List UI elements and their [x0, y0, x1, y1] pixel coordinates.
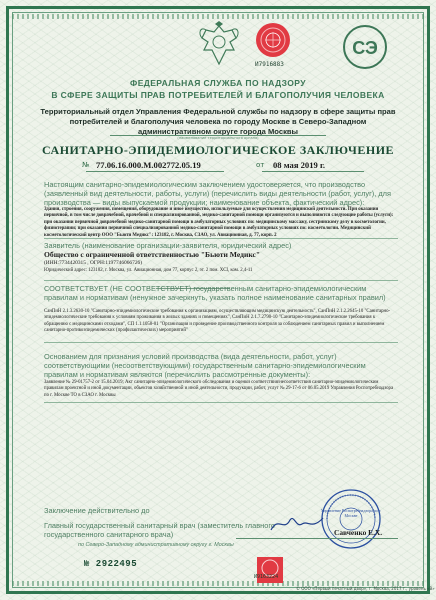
se-mark-icon [342, 24, 388, 70]
hologram-bottom-number: И9163224 [254, 574, 279, 580]
certificate-title: САНИТАРНО-ЭПИДЕМИОЛОГИЧЕСКОЕ ЗАКЛЮЧЕНИЕ [41, 143, 395, 157]
signature-rule [236, 538, 398, 539]
department-caption: (наименование территориального органа) [177, 136, 259, 140]
se-mark-label: СЭ [352, 38, 378, 58]
handwritten-signature [268, 512, 326, 536]
guilloche-border-top [12, 14, 424, 19]
date-rule [262, 171, 364, 172]
activity-value: Здания, строения, сооружения, помещения, оборудование и иное имущество, используемые для осуществления медицинской деятельности. При оказании первичной, в том числе доврачебной, врачебной и специализированной, медико-санитарной помощи организуются и выполняются следующие работы (услуги): при оказании первичной доврачебной медико-санитарной помощи в амбулаторных условиях по: медицинскому массажу, сестринскому делу в косметологии, физиотерапии; при оказании первичной специализированной медико-санитарной помощи в амбулаторных условиях по: косметологии. Медицинский косметологический центр ООО "Бьюти Медикс": 123182, г. Москва, СЗАО, ул. Авиационная, д. 77, корп. 2 [44, 207, 394, 238]
basis-value: Заявление № 29-01757-2 от 15.04.2019; Акт санитарно-эпидемиологического обследования и оценки соответствия/несоответствия санитарно-эпидемиологическим правилам проектной и иной документации, объектов хозяйственной и иной деятельности, продукции, работ, услуг № 29-17-6 от 06.05.2019 Управления Роспотребнадзора по г. Москве ТО в СЗАО г. Москвы [44, 380, 394, 398]
applicant-label: Заявитель (наименование организации-заявителя, юридический адрес) [44, 241, 292, 250]
basis-label: Основанием для признания условий производства (вида деятельности, работ, услуг) соответствующими (несоответствующими) государственным санитарно-эпидемиологическим правилам и нормативам являются (перечислить рассмотренные документы): [44, 352, 366, 379]
applicant-rule [44, 280, 398, 281]
department-name: Территориальный отдел Управления Федеральной службы по надзору в сфере защиты прав потребителей и благополучия человека по городу Москве в Северо-Западном административном округе города Москвы [40, 107, 396, 136]
hologram-sticker-icon [255, 22, 291, 58]
certificate-date: 08 мая 2019 г. [273, 160, 326, 170]
number-rule [86, 171, 224, 172]
number-prefix: № [82, 161, 90, 169]
region-caption: по Северо-Западному административному округу г. Москвы [78, 542, 234, 548]
form-serial-number: № 2922495 [84, 559, 138, 569]
applicant-name: Общество с ограниченной ответственностью "Бьюти Медикс" [44, 250, 261, 259]
applicant-ids: (ИНН:7734420315 , ОГРН:1197746066726) [44, 260, 142, 266]
double-headed-eagle-emblem-icon [194, 20, 244, 68]
signer-name: Савченко Е.Х. [334, 528, 383, 537]
certificate-number: 77.06.16.000.М.002772.05.19 [96, 160, 201, 170]
compliance-label: СООТВЕТСТВУЕТ (НЕ СООТВЕТСТВУЕТ) государственным санитарно-эпидемиологическим правилам и нормативам (ненужное зачеркнуть, указать полное наименование санитарных правил) [44, 284, 386, 302]
agency-title: ФЕДЕРАЛЬНАЯ СЛУЖБА ПО НАДЗОРУ [130, 78, 306, 88]
hologram-number: И7916883 [255, 61, 284, 68]
printer-footer: © ООО «Первый печатный двор», г. Москва, 2017 г., уровень «В» [296, 586, 435, 591]
applicant-address: Юридический адрес: 123182, г. Москва, ул. Авиационная, дом 77, корпус 2, эт. 2 пом. XCI, ком. 2,4-11 [44, 268, 253, 273]
activity-label: Настоящим санитарно-эпидемиологическим заключением удостоверяется, что производство (заявленный вид деятельности, работы, услуги) (перечислить виды деятельности (работ, услуг), для производства — виды выпускаемой продукции; наименование объекта, фактический адрес): [44, 180, 391, 207]
date-prefix: от [256, 161, 265, 169]
activity-rule [44, 238, 398, 239]
compliance-value: СанПиН 2.1.3.2630-10 "Санитарно-эпидемиологические требования к организациям, осуществляющим медицинскую деятельность", СанПиН 2.1.2.2645-10 "Санитарно-эпидемиологические требования к условиям проживания в жилых зданиях и помещениях", СанПиН 2.1.7.2790-10 "Санитарно-эпидемиологические требования к обращению с медицинскими отходами", СП 1.1.1058-01 "Организация и проведение производственного контроля за соблюдением санитарных правил и выполнением санитарно-противоэпидемических (профилактических) мероприятий" [44, 309, 391, 334]
compliance-rule [44, 342, 398, 343]
agency-subtitle: В СФЕРЕ ЗАЩИТЫ ПРАВ ПОТРЕБИТЕЛЕЙ И БЛАГОПОЛУЧИЯ ЧЕЛОВЕКА [51, 90, 385, 100]
seal-text: Управление Роспотребнадзора по г. Москве [320, 508, 382, 518]
round-seal-icon [320, 488, 382, 550]
strikethrough-mark [44, 284, 404, 296]
basis-rule [44, 402, 398, 403]
valid-until-label: Заключение действительно до [44, 506, 150, 515]
chief-doctor-title: Главный государственный санитарный врач (заместитель главного государственного санитарного врача) [44, 521, 275, 539]
